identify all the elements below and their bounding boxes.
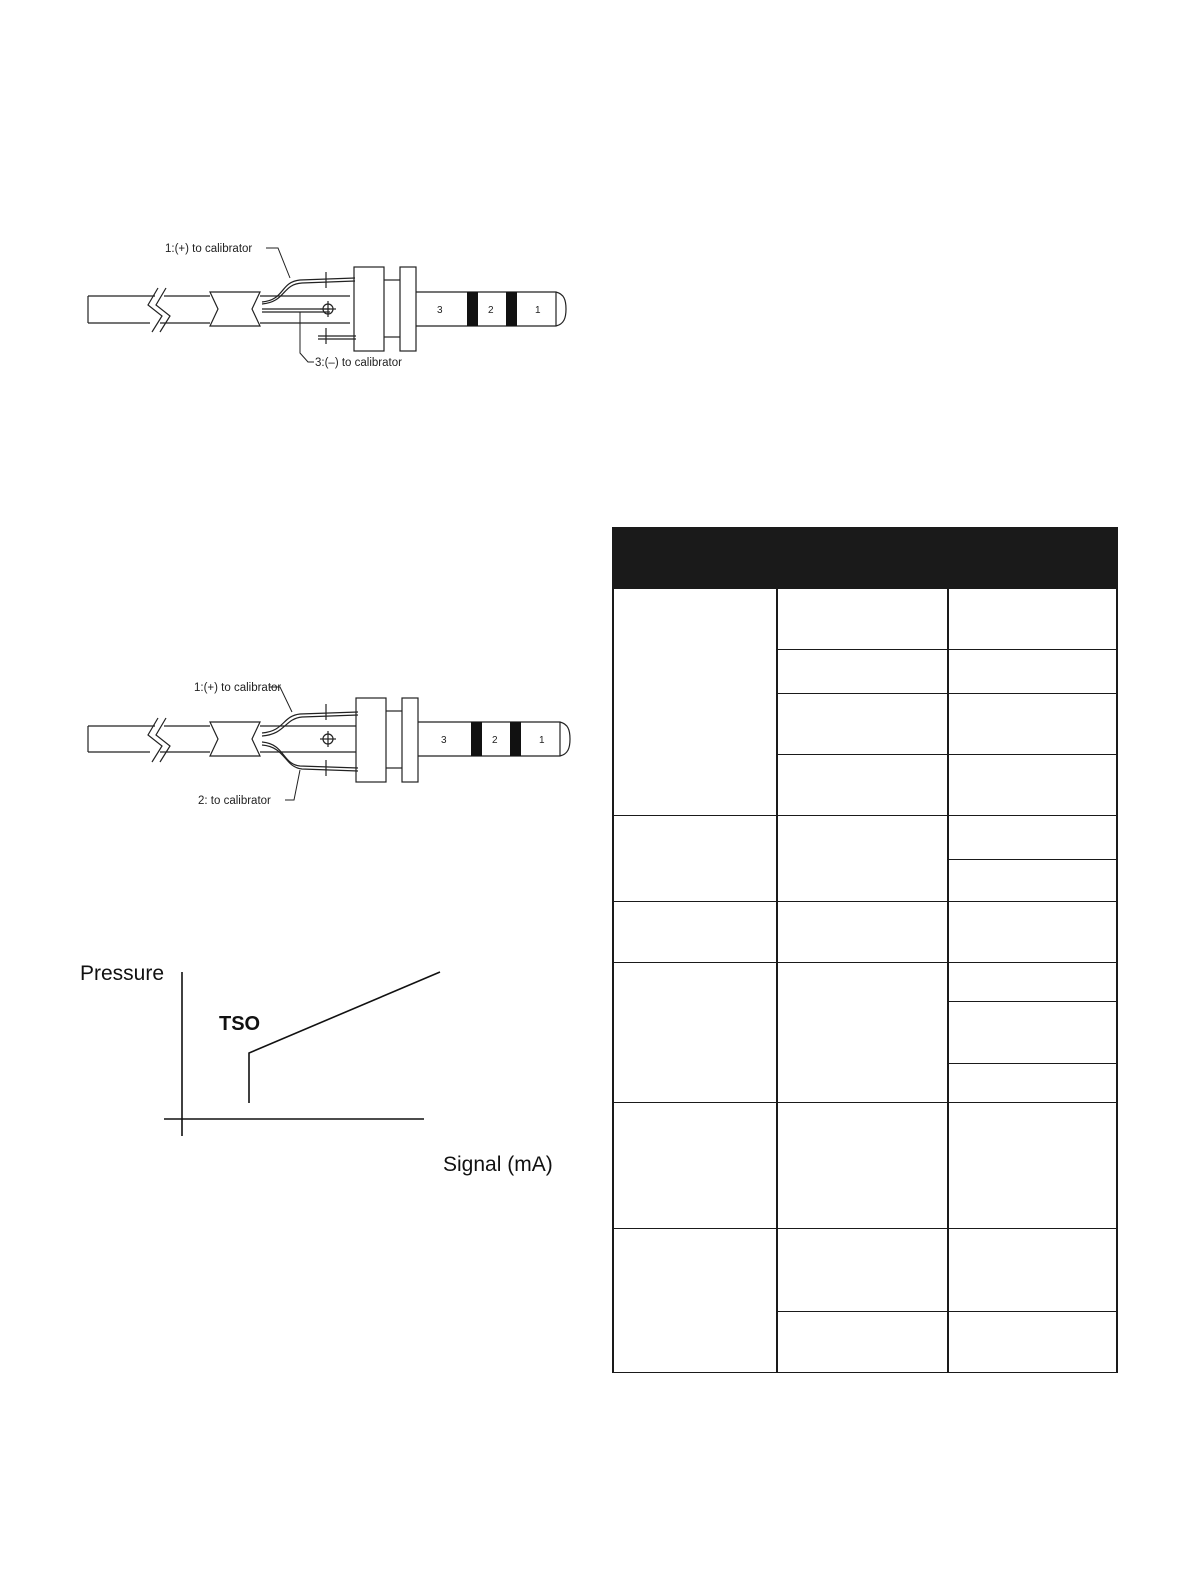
table-cell: [948, 963, 1117, 1002]
table-cell: [777, 815, 948, 901]
header-cell-3: [948, 528, 1117, 588]
positive-lead-label: 1:(+) to calibrator: [194, 682, 282, 694]
table-cell: [613, 901, 777, 962]
tso-annotation: TSO: [219, 1013, 261, 1035]
contact2-lead-label: 2: to calibrator: [198, 795, 271, 807]
header-cell-2: [777, 528, 948, 588]
specification-table: [612, 527, 1116, 1373]
plug-diagram-three-wire: [0, 0, 1189, 420]
contact-label-3: 3: [441, 735, 447, 746]
table-cell: [948, 649, 1117, 693]
table-cell: [777, 1102, 948, 1229]
table-row: [613, 1229, 1117, 1311]
y-axis-label: Pressure: [80, 962, 165, 985]
table-cell: [777, 694, 948, 755]
table-cell: [948, 1002, 1117, 1063]
contact-label-2: 2: [492, 735, 498, 746]
table-cell: [948, 1311, 1117, 1372]
table-cell: [613, 1229, 777, 1373]
pressure-signal-graph: [0, 940, 600, 1180]
contact-label-3: 3: [437, 305, 443, 316]
table-cell: [613, 963, 777, 1103]
table-cell: [777, 755, 948, 815]
table-row: [613, 588, 1117, 649]
table-cell: [948, 1063, 1117, 1102]
contact-label-1: 1: [539, 735, 545, 746]
table-cell: [777, 649, 948, 693]
contact-label-1: 1: [535, 305, 541, 316]
table-cell: [777, 963, 948, 1103]
table-cell: [777, 1229, 948, 1311]
table-cell: [613, 815, 777, 901]
table-cell: [948, 755, 1117, 815]
table-cell: [948, 859, 1117, 901]
positive-lead-label: 1:(+) to calibrator: [165, 243, 253, 255]
table-cell: [948, 694, 1117, 755]
table-cell: [777, 588, 948, 649]
table-row: [613, 1102, 1117, 1229]
x-axis-label: Signal (mA): [443, 1153, 553, 1176]
table-cell: [948, 1229, 1117, 1311]
table-cell: [777, 901, 948, 962]
table-cell: [613, 1102, 777, 1229]
tso-curve: [249, 972, 440, 1103]
header-cell-1: [613, 528, 777, 588]
table-cell: [777, 1311, 948, 1372]
table-cell: [948, 1102, 1117, 1229]
negative-lead-label: 3:(–) to calibrator: [315, 357, 402, 369]
table-row: [613, 901, 1117, 962]
table-cell: [948, 588, 1117, 649]
contact-label-2: 2: [488, 305, 494, 316]
table-row: [613, 963, 1117, 1002]
table-cell: [948, 815, 1117, 859]
table-cell: [613, 588, 777, 815]
table-cell: [948, 901, 1117, 962]
table-row: [613, 815, 1117, 859]
table-header-row: [613, 528, 1117, 588]
